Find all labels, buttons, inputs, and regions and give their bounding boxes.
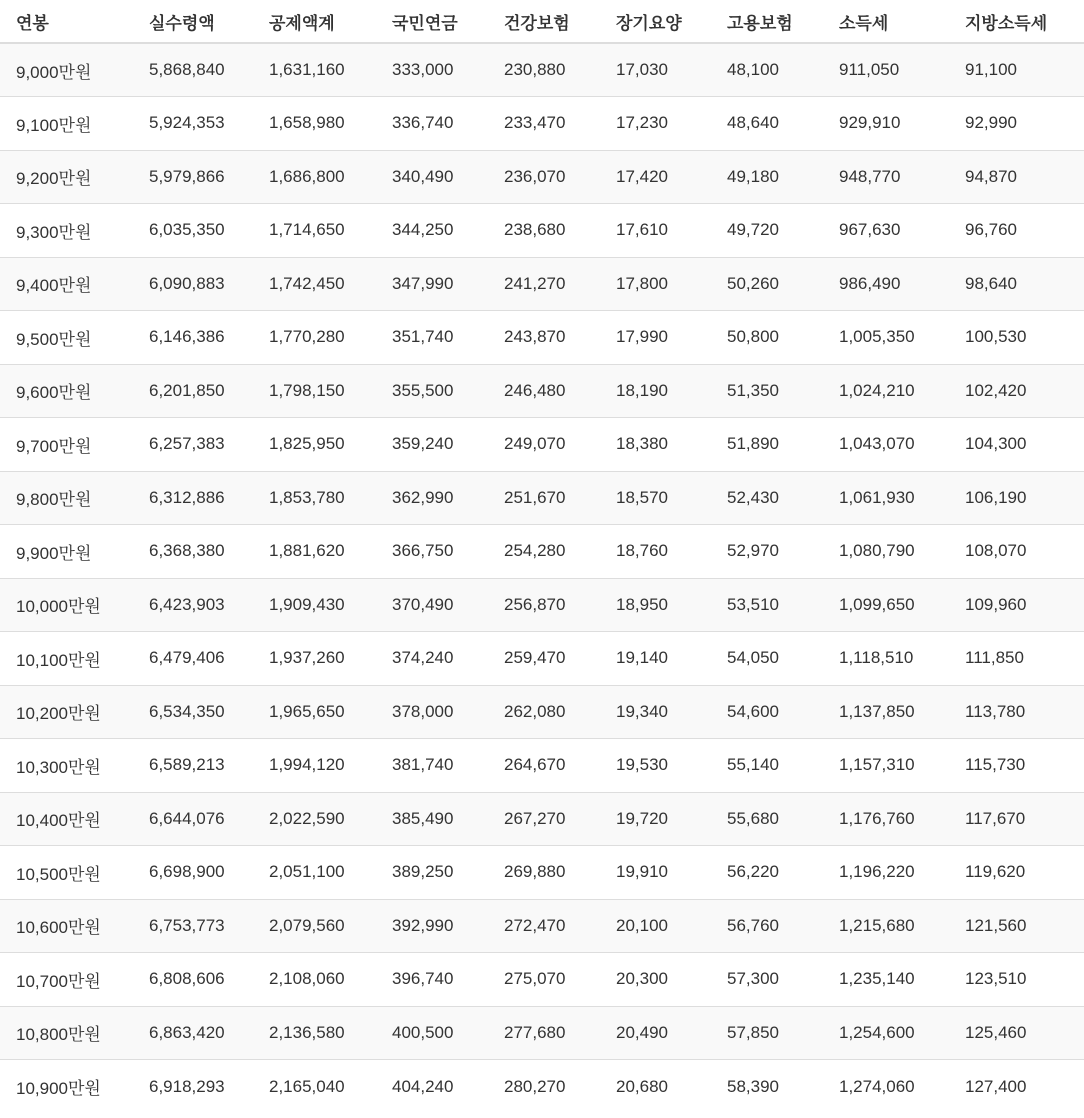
net-pay-cell: 6,423,903 (133, 578, 253, 632)
employment-insurance-cell: 48,100 (711, 43, 823, 97)
annual-salary-cell: 10,100만원 (0, 632, 133, 686)
header-employment-insurance: 고용보험 (711, 0, 823, 43)
total-deduction-cell: 1,798,150 (253, 364, 376, 418)
income-tax-cell: 1,274,060 (823, 1060, 949, 1114)
table-row (0, 311, 1084, 365)
long-term-care-cell: 19,340 (600, 685, 711, 739)
total-deduction-cell: 1,937,260 (253, 632, 376, 686)
employment-insurance-cell: 49,720 (711, 204, 823, 258)
long-term-care-cell: 20,300 (600, 953, 711, 1007)
long-term-care-cell: 17,230 (600, 97, 711, 151)
national-pension-cell: 355,500 (376, 364, 488, 418)
national-pension-cell: 392,990 (376, 899, 488, 953)
health-insurance-cell: 267,270 (488, 792, 600, 846)
health-insurance-cell: 264,670 (488, 739, 600, 793)
annual-salary-cell: 10,700만원 (0, 953, 133, 1007)
health-insurance-cell: 277,680 (488, 1006, 600, 1060)
national-pension-cell: 396,740 (376, 953, 488, 1007)
total-deduction-cell: 1,825,950 (253, 418, 376, 472)
national-pension-cell: 351,740 (376, 311, 488, 365)
long-term-care-cell: 17,030 (600, 43, 711, 97)
long-term-care-cell: 20,100 (600, 899, 711, 953)
income-tax-cell: 1,176,760 (823, 792, 949, 846)
annual-salary-cell: 10,900만원 (0, 1060, 133, 1114)
table-row (0, 739, 1084, 793)
health-insurance-cell: 256,870 (488, 578, 600, 632)
health-insurance-cell: 236,070 (488, 150, 600, 204)
health-insurance-cell: 241,270 (488, 257, 600, 311)
income-tax-cell: 929,910 (823, 97, 949, 151)
employment-insurance-cell: 52,430 (711, 471, 823, 525)
local-income-tax-cell: 119,620 (949, 846, 1084, 900)
net-pay-cell: 6,090,883 (133, 257, 253, 311)
total-deduction-cell: 1,770,280 (253, 311, 376, 365)
long-term-care-cell: 18,380 (600, 418, 711, 472)
annual-salary-cell: 9,000만원 (0, 43, 133, 97)
header-local-income-tax: 지방소득세 (949, 0, 1084, 43)
employment-insurance-cell: 50,260 (711, 257, 823, 311)
national-pension-cell: 359,240 (376, 418, 488, 472)
long-term-care-cell: 20,490 (600, 1006, 711, 1060)
table-row (0, 471, 1084, 525)
income-tax-cell: 1,024,210 (823, 364, 949, 418)
total-deduction-cell: 1,909,430 (253, 578, 376, 632)
annual-salary-cell: 9,600만원 (0, 364, 133, 418)
table-row (0, 257, 1084, 311)
health-insurance-cell: 275,070 (488, 953, 600, 1007)
total-deduction-cell: 2,165,040 (253, 1060, 376, 1114)
employment-insurance-cell: 51,890 (711, 418, 823, 472)
national-pension-cell: 378,000 (376, 685, 488, 739)
local-income-tax-cell: 121,560 (949, 899, 1084, 953)
annual-salary-cell: 9,500만원 (0, 311, 133, 365)
net-pay-cell: 6,479,406 (133, 632, 253, 686)
employment-insurance-cell: 55,140 (711, 739, 823, 793)
table-row (0, 364, 1084, 418)
income-tax-cell: 986,490 (823, 257, 949, 311)
net-pay-cell: 5,979,866 (133, 150, 253, 204)
table-row (0, 1060, 1084, 1114)
table-row (0, 204, 1084, 258)
annual-salary-cell: 9,200만원 (0, 150, 133, 204)
table-body (0, 43, 1084, 1113)
income-tax-cell: 1,215,680 (823, 899, 949, 953)
health-insurance-cell: 230,880 (488, 43, 600, 97)
annual-salary-cell: 9,300만원 (0, 204, 133, 258)
net-pay-cell: 6,644,076 (133, 792, 253, 846)
income-tax-cell: 1,118,510 (823, 632, 949, 686)
net-pay-cell: 6,534,350 (133, 685, 253, 739)
employment-insurance-cell: 56,220 (711, 846, 823, 900)
health-insurance-cell: 254,280 (488, 525, 600, 579)
header-income-tax: 소득세 (823, 0, 949, 43)
net-pay-cell: 6,753,773 (133, 899, 253, 953)
net-pay-cell: 6,808,606 (133, 953, 253, 1007)
long-term-care-cell: 17,610 (600, 204, 711, 258)
national-pension-cell: 362,990 (376, 471, 488, 525)
net-pay-cell: 6,918,293 (133, 1060, 253, 1114)
employment-insurance-cell: 57,300 (711, 953, 823, 1007)
total-deduction-cell: 2,136,580 (253, 1006, 376, 1060)
table-row (0, 43, 1084, 97)
health-insurance-cell: 251,670 (488, 471, 600, 525)
total-deduction-cell: 1,994,120 (253, 739, 376, 793)
national-pension-cell: 374,240 (376, 632, 488, 686)
total-deduction-cell: 1,631,160 (253, 43, 376, 97)
local-income-tax-cell: 104,300 (949, 418, 1084, 472)
long-term-care-cell: 17,990 (600, 311, 711, 365)
annual-salary-cell: 9,400만원 (0, 257, 133, 311)
long-term-care-cell: 19,720 (600, 792, 711, 846)
income-tax-cell: 1,043,070 (823, 418, 949, 472)
employment-insurance-cell: 53,510 (711, 578, 823, 632)
annual-salary-cell: 9,900만원 (0, 525, 133, 579)
national-pension-cell: 370,490 (376, 578, 488, 632)
total-deduction-cell: 1,714,650 (253, 204, 376, 258)
local-income-tax-cell: 96,760 (949, 204, 1084, 258)
table-row (0, 953, 1084, 1007)
net-pay-cell: 6,698,900 (133, 846, 253, 900)
long-term-care-cell: 17,420 (600, 150, 711, 204)
local-income-tax-cell: 111,850 (949, 632, 1084, 686)
employment-insurance-cell: 49,180 (711, 150, 823, 204)
annual-salary-cell: 9,700만원 (0, 418, 133, 472)
net-pay-cell: 6,201,850 (133, 364, 253, 418)
long-term-care-cell: 18,950 (600, 578, 711, 632)
employment-insurance-cell: 58,390 (711, 1060, 823, 1114)
local-income-tax-cell: 117,670 (949, 792, 1084, 846)
national-pension-cell: 381,740 (376, 739, 488, 793)
national-pension-cell: 385,490 (376, 792, 488, 846)
net-pay-cell: 6,863,420 (133, 1006, 253, 1060)
local-income-tax-cell: 113,780 (949, 685, 1084, 739)
income-tax-cell: 1,157,310 (823, 739, 949, 793)
employment-insurance-cell: 52,970 (711, 525, 823, 579)
total-deduction-cell: 1,881,620 (253, 525, 376, 579)
header-long-term-care: 장기요양 (600, 0, 711, 43)
table-row (0, 632, 1084, 686)
health-insurance-cell: 233,470 (488, 97, 600, 151)
income-tax-cell: 1,196,220 (823, 846, 949, 900)
table-row (0, 846, 1084, 900)
long-term-care-cell: 18,190 (600, 364, 711, 418)
local-income-tax-cell: 127,400 (949, 1060, 1084, 1114)
employment-insurance-cell: 51,350 (711, 364, 823, 418)
long-term-care-cell: 20,680 (600, 1060, 711, 1114)
income-tax-cell: 967,630 (823, 204, 949, 258)
income-tax-cell: 1,137,850 (823, 685, 949, 739)
employment-insurance-cell: 50,800 (711, 311, 823, 365)
health-insurance-cell: 249,070 (488, 418, 600, 472)
national-pension-cell: 400,500 (376, 1006, 488, 1060)
annual-salary-cell: 10,300만원 (0, 739, 133, 793)
header-national-pension: 국민연금 (376, 0, 488, 43)
local-income-tax-cell: 94,870 (949, 150, 1084, 204)
total-deduction-cell: 2,079,560 (253, 899, 376, 953)
health-insurance-cell: 259,470 (488, 632, 600, 686)
income-tax-cell: 1,005,350 (823, 311, 949, 365)
total-deduction-cell: 2,108,060 (253, 953, 376, 1007)
local-income-tax-cell: 109,960 (949, 578, 1084, 632)
long-term-care-cell: 18,570 (600, 471, 711, 525)
table-row (0, 97, 1084, 151)
income-tax-cell: 1,254,600 (823, 1006, 949, 1060)
total-deduction-cell: 1,658,980 (253, 97, 376, 151)
long-term-care-cell: 19,530 (600, 739, 711, 793)
header-health-insurance: 건강보험 (488, 0, 600, 43)
national-pension-cell: 344,250 (376, 204, 488, 258)
annual-salary-cell: 9,800만원 (0, 471, 133, 525)
table-row (0, 685, 1084, 739)
header-net-pay: 실수령액 (133, 0, 253, 43)
national-pension-cell: 340,490 (376, 150, 488, 204)
table-row (0, 578, 1084, 632)
local-income-tax-cell: 102,420 (949, 364, 1084, 418)
total-deduction-cell: 2,051,100 (253, 846, 376, 900)
table-row (0, 899, 1084, 953)
net-pay-cell: 6,035,350 (133, 204, 253, 258)
table-row (0, 1006, 1084, 1060)
total-deduction-cell: 1,742,450 (253, 257, 376, 311)
long-term-care-cell: 19,140 (600, 632, 711, 686)
income-tax-cell: 1,061,930 (823, 471, 949, 525)
net-pay-cell: 6,368,380 (133, 525, 253, 579)
health-insurance-cell: 262,080 (488, 685, 600, 739)
local-income-tax-cell: 100,530 (949, 311, 1084, 365)
local-income-tax-cell: 106,190 (949, 471, 1084, 525)
net-pay-cell: 6,312,886 (133, 471, 253, 525)
local-income-tax-cell: 108,070 (949, 525, 1084, 579)
income-tax-cell: 1,099,650 (823, 578, 949, 632)
long-term-care-cell: 17,800 (600, 257, 711, 311)
net-pay-cell: 5,924,353 (133, 97, 253, 151)
table-row (0, 792, 1084, 846)
annual-salary-cell: 10,500만원 (0, 846, 133, 900)
table-header (0, 0, 1084, 43)
local-income-tax-cell: 125,460 (949, 1006, 1084, 1060)
employment-insurance-cell: 56,760 (711, 899, 823, 953)
national-pension-cell: 389,250 (376, 846, 488, 900)
national-pension-cell: 404,240 (376, 1060, 488, 1114)
net-pay-cell: 6,589,213 (133, 739, 253, 793)
table-row (0, 525, 1084, 579)
annual-salary-cell: 10,000만원 (0, 578, 133, 632)
employment-insurance-cell: 55,680 (711, 792, 823, 846)
income-tax-cell: 1,235,140 (823, 953, 949, 1007)
total-deduction-cell: 2,022,590 (253, 792, 376, 846)
net-pay-cell: 6,146,386 (133, 311, 253, 365)
total-deduction-cell: 1,965,650 (253, 685, 376, 739)
local-income-tax-cell: 123,510 (949, 953, 1084, 1007)
national-pension-cell: 336,740 (376, 97, 488, 151)
annual-salary-cell: 10,800만원 (0, 1006, 133, 1060)
long-term-care-cell: 19,910 (600, 846, 711, 900)
annual-salary-cell: 9,100만원 (0, 97, 133, 151)
annual-salary-cell: 10,600만원 (0, 899, 133, 953)
health-insurance-cell: 243,870 (488, 311, 600, 365)
health-insurance-cell: 269,880 (488, 846, 600, 900)
total-deduction-cell: 1,853,780 (253, 471, 376, 525)
health-insurance-cell: 246,480 (488, 364, 600, 418)
national-pension-cell: 366,750 (376, 525, 488, 579)
employment-insurance-cell: 57,850 (711, 1006, 823, 1060)
long-term-care-cell: 18,760 (600, 525, 711, 579)
annual-salary-cell: 10,400만원 (0, 792, 133, 846)
income-tax-cell: 1,080,790 (823, 525, 949, 579)
net-pay-cell: 6,257,383 (133, 418, 253, 472)
table-row (0, 150, 1084, 204)
income-tax-cell: 948,770 (823, 150, 949, 204)
header-total-deduction: 공제액계 (253, 0, 376, 43)
total-deduction-cell: 1,686,800 (253, 150, 376, 204)
local-income-tax-cell: 91,100 (949, 43, 1084, 97)
health-insurance-cell: 280,270 (488, 1060, 600, 1114)
health-insurance-cell: 238,680 (488, 204, 600, 258)
employment-insurance-cell: 48,640 (711, 97, 823, 151)
employment-insurance-cell: 54,050 (711, 632, 823, 686)
income-tax-cell: 911,050 (823, 43, 949, 97)
header-annual-salary: 연봉 (0, 0, 133, 43)
annual-salary-cell: 10,200만원 (0, 685, 133, 739)
national-pension-cell: 347,990 (376, 257, 488, 311)
local-income-tax-cell: 92,990 (949, 97, 1084, 151)
local-income-tax-cell: 98,640 (949, 257, 1084, 311)
health-insurance-cell: 272,470 (488, 899, 600, 953)
table-row (0, 418, 1084, 472)
header-row (0, 0, 1084, 43)
employment-insurance-cell: 54,600 (711, 685, 823, 739)
net-pay-cell: 5,868,840 (133, 43, 253, 97)
national-pension-cell: 333,000 (376, 43, 488, 97)
local-income-tax-cell: 115,730 (949, 739, 1084, 793)
